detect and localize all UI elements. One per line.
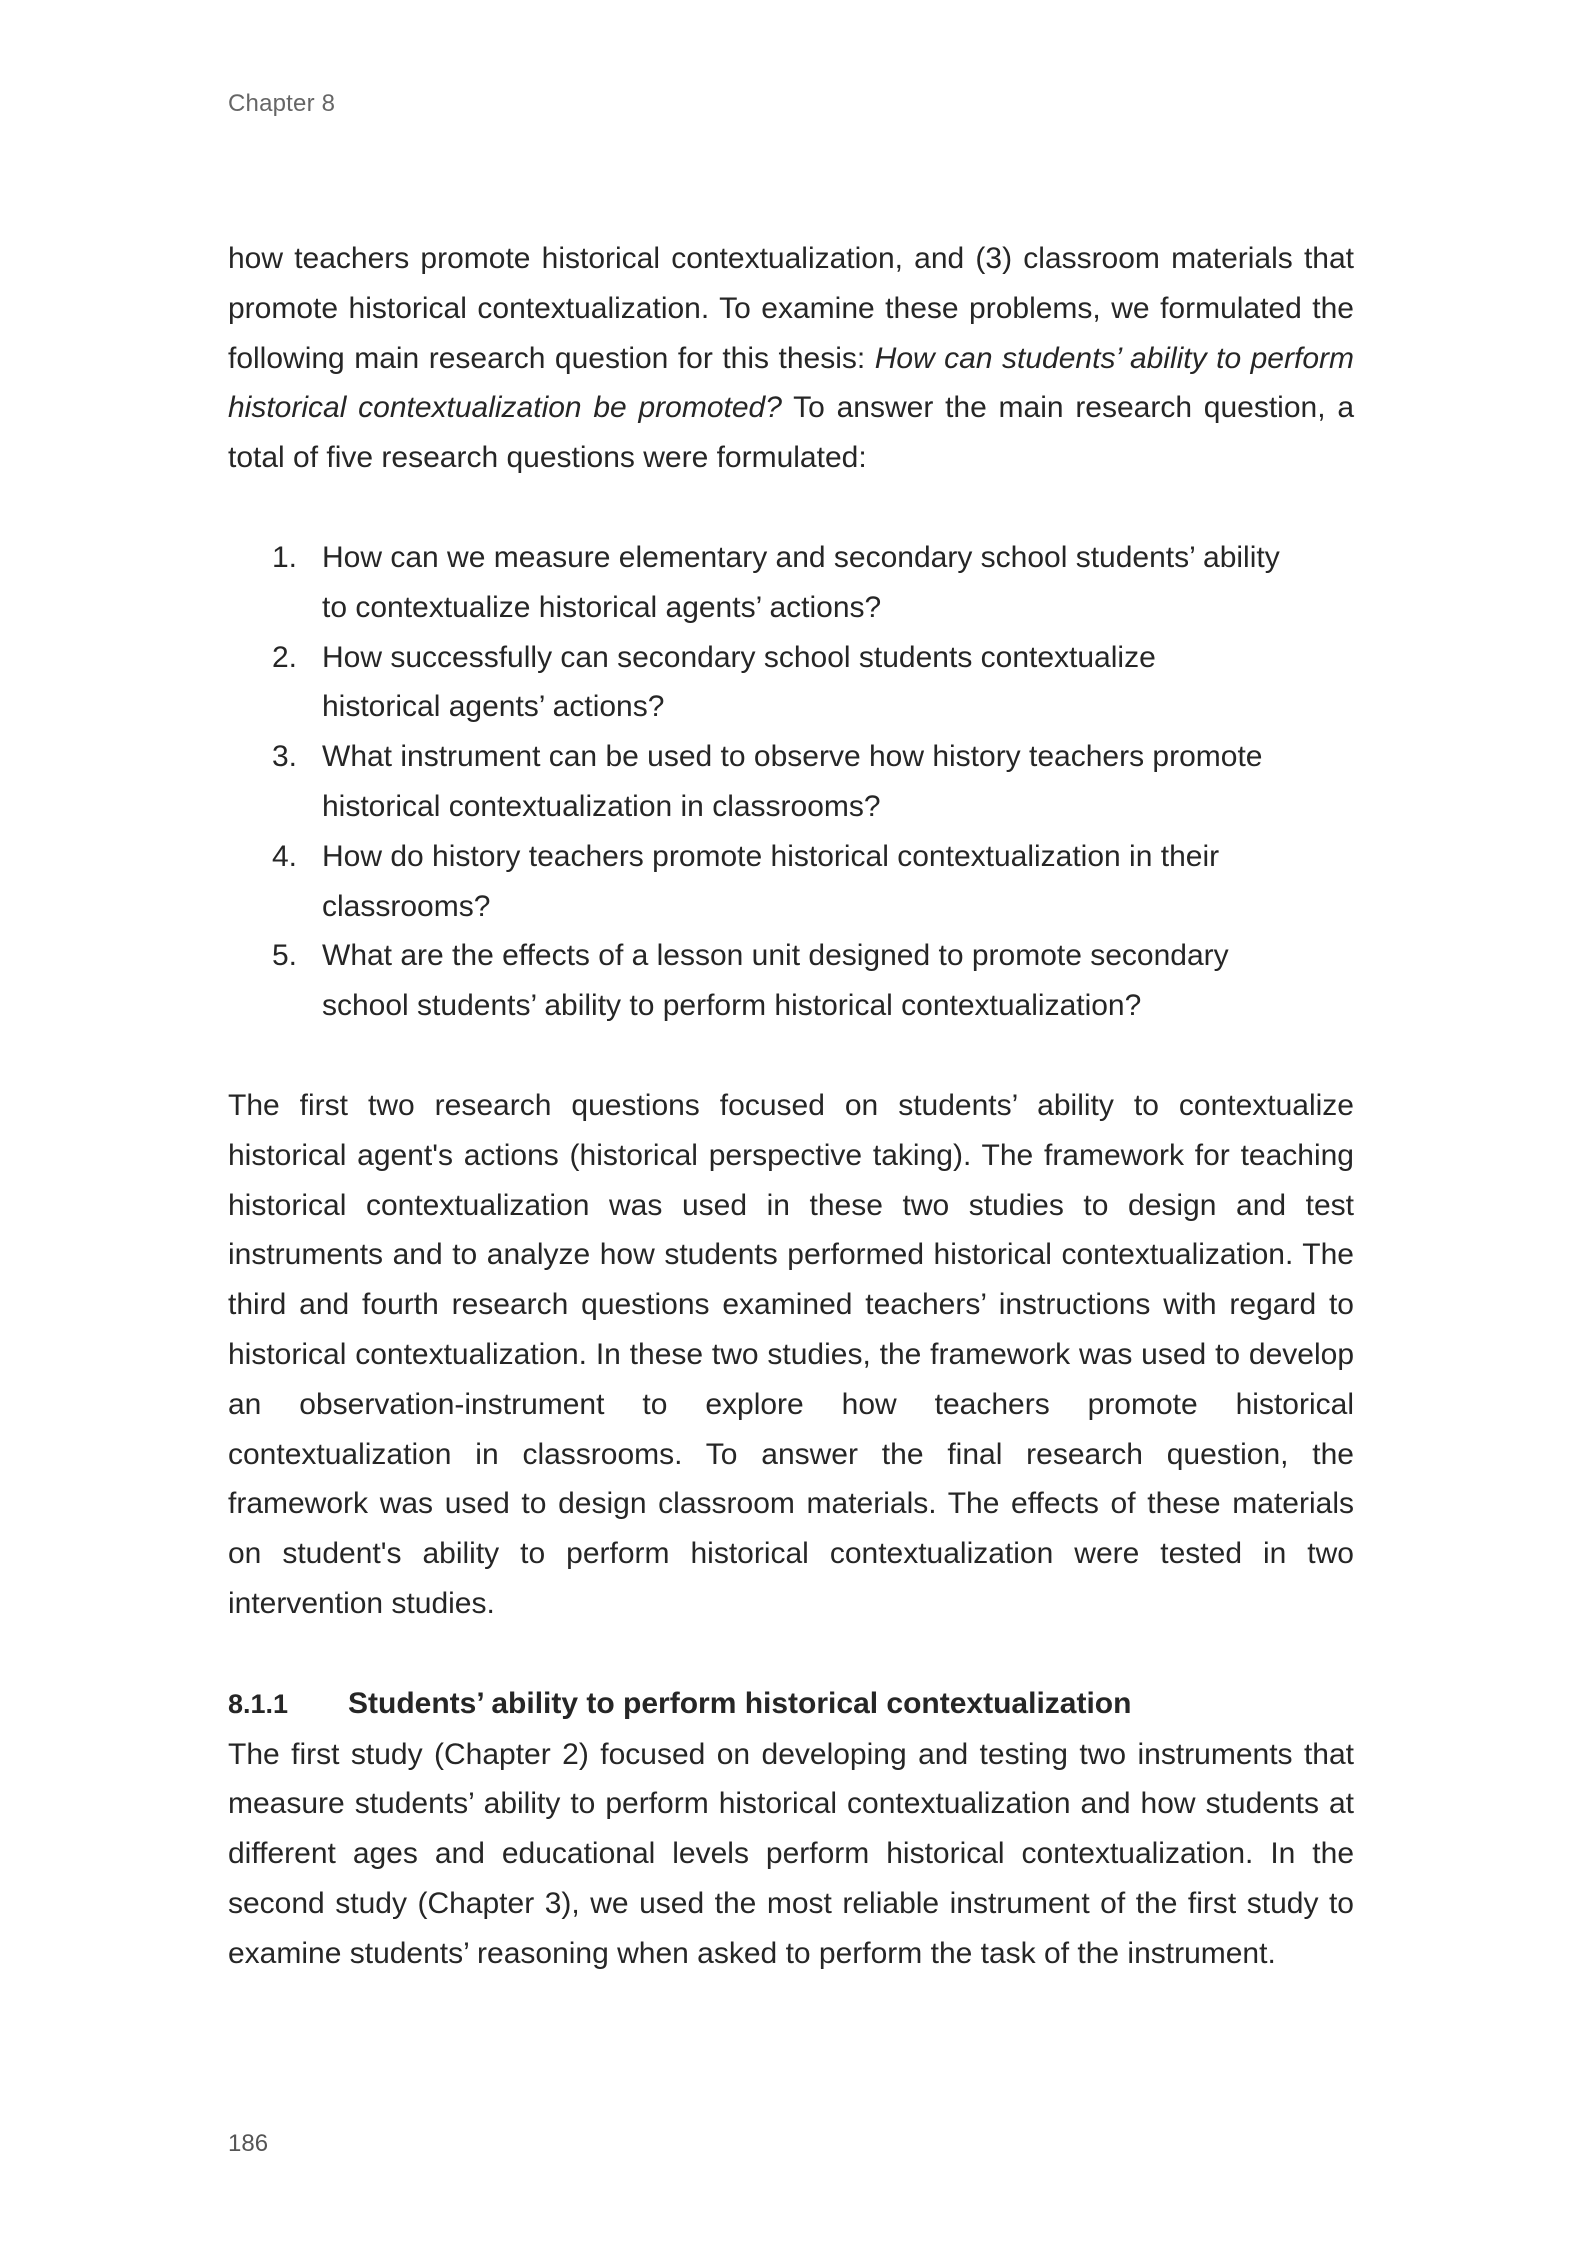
list-number: 3. [272, 740, 298, 774]
section-heading [228, 1679, 1354, 1730]
list-text: What instrument can be used to observe how history teachers promote historical contextualization in classrooms? [322, 740, 1263, 823]
body-paragraph: The first two research questions focused on students’ ability to contextualize historical agent's actions (historical perspective taking). The framework for teaching historical contextualization was used in these two studies to design and test instruments and to analyze how students performed historical contextualization. The third and fourth research questions examined teachers’ instructions with regard to historical contextualization. In these two studies, the framework was used to develop an observation-instrument to explore how teachers promote historical contextualization in classrooms. To answer the final research question, the framework was used to design classroom materials. The effects of these materials on student's ability to perform historical contextualization were tested in two intervention studies. [228, 1088, 1354, 1620]
page-number: 186 [228, 2130, 269, 2157]
list-item [228, 732, 1282, 832]
list-text: How do history teachers promote historical contextualization in their classrooms? [322, 839, 1220, 923]
list-text: How can we measure elementary and secondary school students’ ability to contextualize historical agents’ actions? [322, 540, 1280, 624]
list-number: 5. [272, 939, 298, 973]
research-questions-list [228, 533, 1354, 1031]
list-text: How successfully can secondary school students contextualize historical agents’ actions? [322, 640, 1156, 724]
section-number: 8.1.1 [228, 1688, 289, 1719]
list-item [228, 832, 1282, 932]
section-title: Students’ ability to perform historical contextualization [348, 1686, 1132, 1720]
list-number: 1. [272, 540, 298, 574]
list-number: 2. [272, 640, 298, 674]
intro-paragraph [228, 234, 1354, 483]
section-paragraph: The first study (Chapter 2) focused on developing and testing two instruments that measure students’ ability to perform historical contextualization and how students at different ages and educational levels perform historical contextualization. In the second study (Chapter 3), we used the most reliable instrument of the first study to examine students’ reasoning when asked to perform the task of the instrument. [228, 1737, 1354, 1970]
intro-text-2: To answer the main research question, a total of five research questions were formulated: [228, 391, 1354, 475]
list-item [228, 533, 1282, 633]
list-text: What are the effects of a lesson unit designed to promote secondary school students’ ability to perform historical contextualization? [322, 939, 1229, 1023]
list-number: 4. [272, 839, 298, 873]
intro-text-1: how teachers promote historical contextualization, and (3) classroom materials that promote historical contextualization. To examine these problems, we formulated the following main research question for this thesis: [228, 242, 1354, 375]
page-content [228, 234, 1354, 1979]
main-research-question: How can students’ ability to perform historical contextualization be promoted? [228, 341, 1354, 425]
list-item [228, 633, 1282, 733]
list-item [228, 931, 1282, 1031]
running-head: Chapter 8 [228, 90, 336, 117]
